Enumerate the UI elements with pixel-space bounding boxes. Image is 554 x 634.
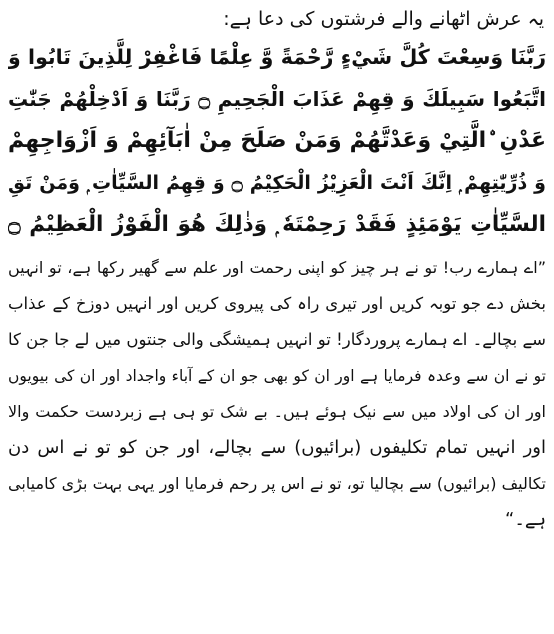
intro-heading: یہ عرش اٹھانے والے فرشتوں کی دعا ہے: <box>223 8 544 30</box>
translation-line: تو نے ان سے وعدہ فرمایا ہے اور ان کو بھی جو ان کے آباء واجداد اور ان کی بیویوں <box>8 367 546 385</box>
verse-line: اتَّبَعُوا سَبِيلَكَ وَ قِهِمْ عَذَابَ الْجَحِيمِ ۝ رَبَّنَا وَ اَدْخِلْهُمْ جَنّٰتِ <box>8 87 546 111</box>
verse-line: عَدْنِ ۨالَّتِيْ وَعَدْتَّهُمْ وَمَنْ صَلَحَ مِنْ اٰبَآئِهِمْ وَ اَزْوَاجِهِمْ <box>8 128 546 153</box>
translation-line: اور ان کی اولاد میں سے نیک ہوئے ہیں۔ بے شک تو ہی ہے زبردست حکمت والا <box>8 402 546 421</box>
verse-line: السَّيِّاٰتِ يَوْمَئِذٍ فَقَدْ رَحِمْتَهٗ ۭ وَذٰلِكَ هُوَ الْفَوْزُ الْعَظِيْمُ ۝ <box>8 212 546 237</box>
translation-line: ہے۔“ <box>505 509 546 530</box>
quran-verse-block <box>8 36 546 246</box>
translation-line: اور انہیں تمام تکلیفوں (برائیوں) سے بچالے، اور جن کو تو نے اس دن <box>8 437 546 458</box>
verse-line: رَبَّنَا وَسِعْتَ كُلَّ شَيْءٍ رَّحْمَةً وَّ عِلْمًا فَاغْفِرْ لِلَّذِينَ تَابُوا وَ <box>8 45 546 69</box>
translation-line: تکالیف (برائیوں) سے بچالیا تو، تو نے اس پر رحم فرمایا اور یہی بہت بڑی کامیابی <box>8 474 546 493</box>
urdu-translation-block <box>8 250 546 538</box>
document-page <box>8 4 546 630</box>
translation-line: بخش دے جو توبہ کریں اور تیری راہ کی پیروی کریں اور انہیں دوزخ کے عذاب <box>8 294 546 313</box>
translation-line: سے بچالے۔ اے ہمارے پروردگار! تو انہیں ہمیشگی والی جنتوں میں لے جا جن کا <box>8 330 546 349</box>
verse-line: وَ ذُرِّيّٰتِهِمْ ۭ اِنَّكَ اَنْتَ الْعَزِيْزُ الْحَكِيْمُ ۝ وَ قِهِمُ السَّيِّاٰتِ ۭ وَمَنْ تَقِ <box>8 172 546 194</box>
translation-line: ”اے ہمارے رب! تو نے ہر چیز کو اپنی رحمت اور علم سے گھیر رکھا ہے، تو انہیں <box>8 258 546 277</box>
